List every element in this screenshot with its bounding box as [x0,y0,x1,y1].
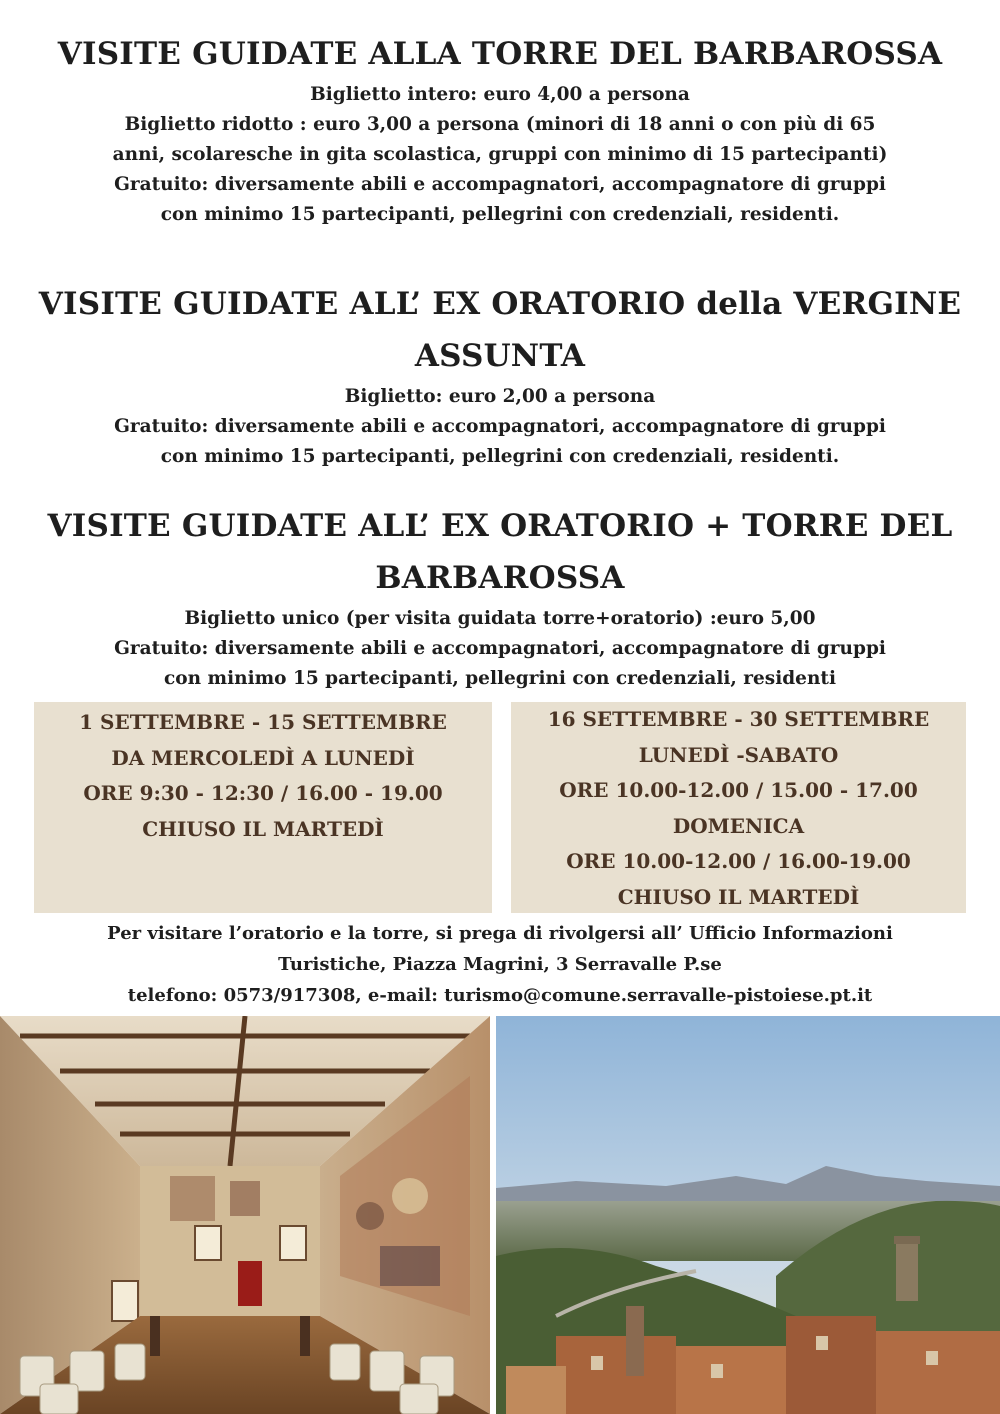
contact-section [0,918,1000,1011]
combo-line: Biglietto unico (per visita guidata torre+oratorio) :euro 5,00 [184,608,816,629]
oratorio-line: Biglietto: euro 2,00 a persona [344,386,656,407]
schedule-line: CHIUSO IL MARTEDÌ [617,884,860,909]
schedule-box-late-september [511,702,966,913]
schedule-line: DOMENICA [672,813,805,838]
torre-line: Biglietto ridotto : euro 3,00 a persona (minori di 18 anni o con più di 65 [124,114,876,135]
schedule-line: ORE 10.00-12.00 / 15.00 - 17.00 [559,778,918,802]
schedule-box-early-september [34,702,492,913]
torre-title: VISITE GUIDATE ALLA TORRE DEL BARBAROSSA [57,36,943,72]
oratorio-section [0,278,1000,472]
torre-line: con minimo 15 partecipanti, pellegrini con credenziali, residenti. [160,204,840,225]
contact-line: Turistiche, Piazza Magrini, 3 Serravalle P.se [278,954,722,975]
oratorio-line: con minimo 15 partecipanti, pellegrini con credenziali, residenti. [160,446,840,467]
combo-line: Gratuito: diversamente abili e accompagnatori, accompagnatore di gruppi [114,638,886,659]
schedule-line: 16 SETTEMBRE - 30 SETTEMBRE [547,707,930,731]
combo-title-line1: VISITE GUIDATE ALL’ EX ORATORIO + TORRE DEL [47,508,953,544]
contact-line: Per visitare l’oratorio e la torre, si prega di rivolgersi all’ Ufficio Informazioni [107,923,893,944]
torre-line: Biglietto intero: euro 4,00 a persona [310,84,690,105]
combo-section [0,500,1000,694]
oratorio-title-line2: ASSUNTA [414,338,586,374]
schedule-line: LUNEDÌ -SABATO [638,742,839,767]
torre-line: anni, scolaresche in gita scolastica, gruppi con minimo di 15 partecipanti) [112,144,888,165]
serravalle-landscape-photo [496,1016,1000,1414]
torre-line: Gratuito: diversamente abili e accompagnatori, accompagnatore di gruppi [114,174,886,195]
contact-line[interactable]: telefono: 0573/917308, e-mail: turismo@comune.serravalle-pistoiese.pt.it [127,985,873,1006]
schedule-line: ORE 10.00-12.00 / 16.00-19.00 [566,849,911,873]
oratorio-line: Gratuito: diversamente abili e accompagnatori, accompagnatore di gruppi [114,416,886,437]
oratorio-interior-photo [0,1016,490,1414]
combo-title-line2: BARBAROSSA [375,560,625,596]
oratorio-title-line1: VISITE GUIDATE ALL’ EX ORATORIO della VERGINE [38,286,962,322]
schedule-line: DA MERCOLEDÌ A LUNEDÌ [111,745,415,770]
combo-line: con minimo 15 partecipanti, pellegrini con credenziali, residenti [164,668,836,689]
schedule-line: CHIUSO IL MARTEDÌ [142,816,384,841]
schedule-line: ORE 9:30 - 12:30 / 16.00 - 19.00 [83,781,443,805]
schedule-line: 1 SETTEMBRE - 15 SETTEMBRE [79,710,447,734]
torre-section [0,28,1000,230]
